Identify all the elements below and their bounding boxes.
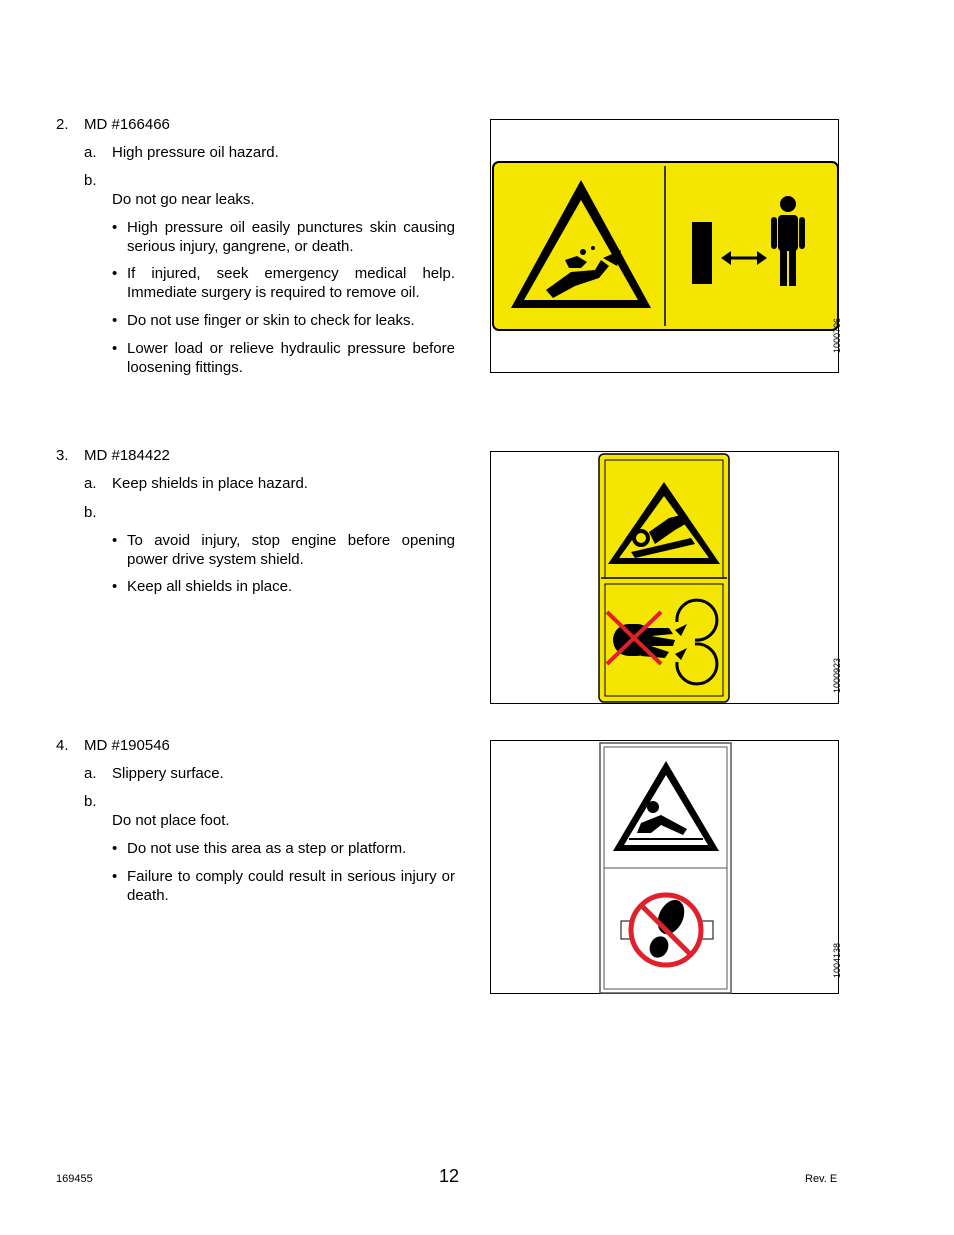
sub-label-b: b. — [84, 793, 97, 810]
sub-label-b: b. — [84, 504, 97, 521]
bullet-text: Keep all shields in place. — [127, 578, 293, 595]
keep-shields-decal-icon — [491, 452, 840, 705]
bullet-text: High pressure oil easily punctures skin causing serious injury, gangrene, or death. — [127, 219, 455, 255]
footer-doc-number: 169455 — [56, 1173, 93, 1185]
bullet-text: Lower load or relieve hydraulic pressure before loosening fittings. — [127, 340, 455, 376]
bullet-text: Do not use this area as a step or platform. — [127, 840, 407, 857]
decal-part-number: MD #190546 — [84, 737, 170, 754]
bullet-mark: • — [112, 532, 118, 549]
bullet-mark: • — [112, 340, 118, 357]
bullet-mark: • — [112, 265, 118, 282]
sub-label-b: b. — [84, 172, 97, 189]
bullet-mark: • — [112, 840, 118, 857]
item-number: 2. — [56, 116, 69, 133]
item-number: 4. — [56, 737, 69, 754]
footer-page-number: 12 — [439, 1166, 460, 1186]
sub-label-a: a. — [84, 144, 97, 161]
decal-figure-high-pressure-oil — [490, 119, 842, 373]
hazard-description: Slippery surface. — [112, 765, 224, 782]
bullet-mark: • — [112, 868, 118, 885]
bullet-text: If injured, seek emergency medical help. Immediate surgery is required to remove oil. — [127, 265, 455, 301]
high-pressure-oil-decal-icon — [491, 120, 840, 374]
bullet-text: Failure to comply could result in serious injury or death. — [127, 868, 455, 904]
sub-label-a: a. — [84, 475, 97, 492]
decal-figure-slippery-surface — [490, 740, 842, 994]
figure-id: 1004138 — [832, 943, 842, 979]
avoidance-heading: Do not go near leaks. — [112, 191, 255, 208]
sub-label-a: a. — [84, 765, 97, 782]
slippery-surface-decal-icon — [491, 741, 840, 995]
bullet-mark: • — [112, 219, 118, 236]
bullet-mark: • — [112, 578, 118, 595]
footer-revision: Rev. E — [805, 1173, 838, 1185]
hazard-description: High pressure oil hazard. — [112, 144, 279, 161]
avoidance-heading: Do not place foot. — [112, 812, 230, 829]
item-number: 3. — [56, 447, 69, 464]
figure-id: 1000706 — [832, 318, 842, 354]
decal-part-number: MD #166466 — [84, 116, 170, 133]
decal-figure-keep-shields — [490, 451, 842, 704]
hazard-description: Keep shields in place hazard. — [112, 475, 308, 492]
bullet-text: Do not use finger or skin to check for leaks. — [127, 312, 415, 329]
bullet-mark: • — [112, 312, 118, 329]
decal-part-number: MD #184422 — [84, 447, 170, 464]
bullet-text: To avoid injury, stop engine before opening power drive system shield. — [127, 532, 455, 568]
figure-id: 1000923 — [832, 658, 842, 694]
